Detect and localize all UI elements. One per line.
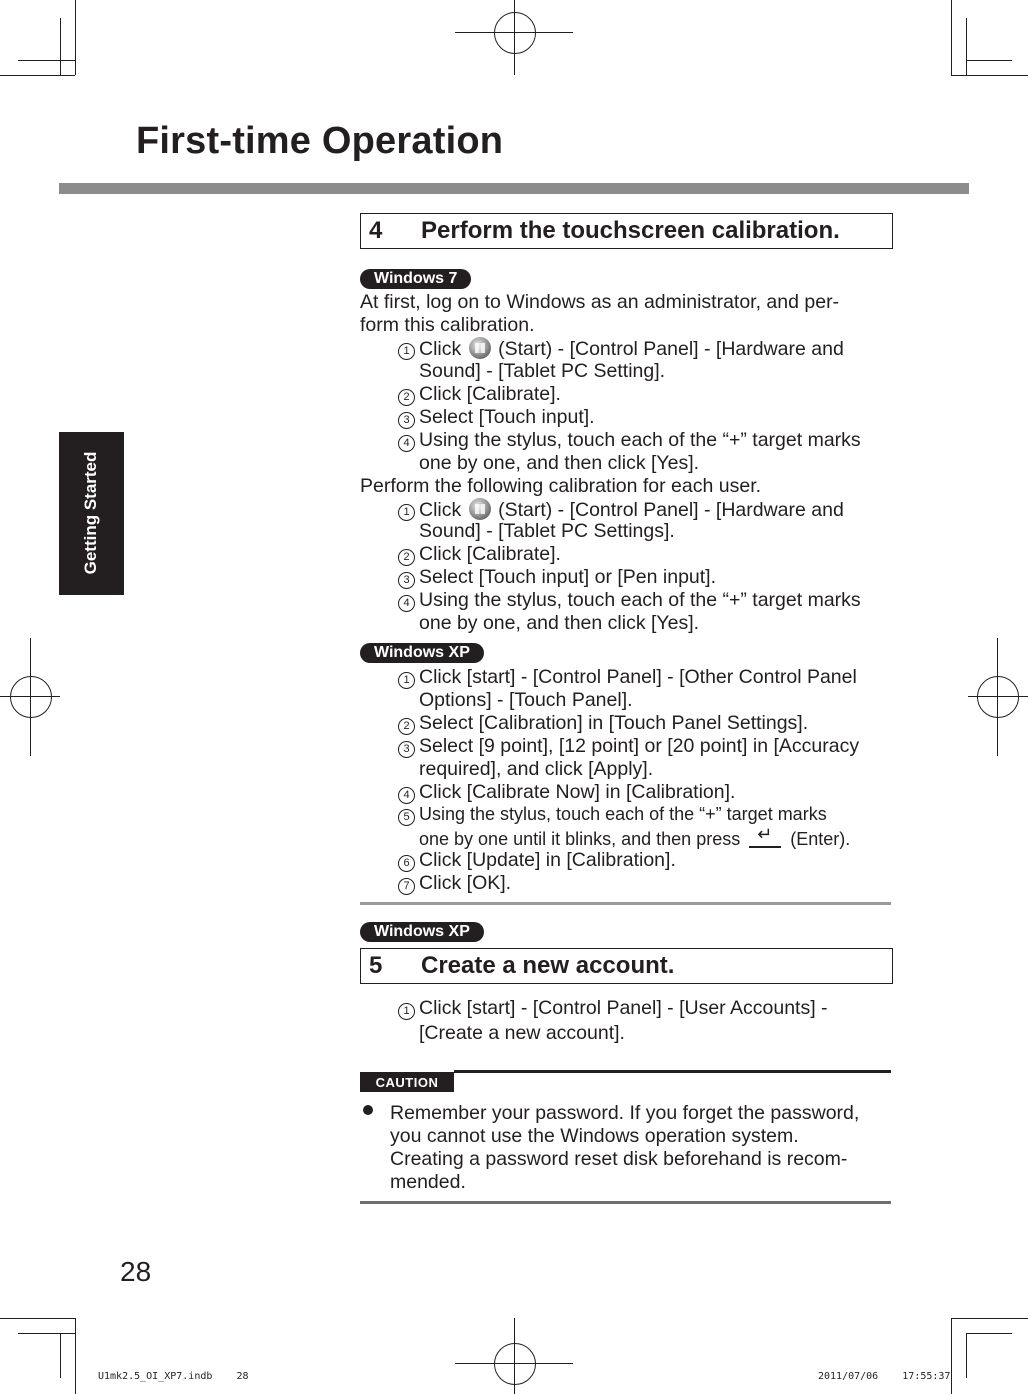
list-item-cont: one by one, and then click [Yes]. (419, 452, 700, 474)
crop-mark (75, 0, 76, 75)
step-5-heading (360, 948, 893, 984)
list-item: Click (Start) - [Control Panel] - [Hardware and (419, 338, 844, 360)
caution-line: Remember your password. If you forget the password, (390, 1102, 860, 1124)
section-divider (360, 902, 891, 905)
caution-line: Creating a password reset disk beforehand is recom- (390, 1148, 848, 1170)
intro-line: At first, log on to Windows as an administrator, and per- (360, 291, 840, 313)
page-title: First-time Operation (136, 120, 504, 162)
step-marker: 1 (398, 498, 415, 521)
registration-mark-line (514, 0, 515, 75)
page-number: 28 (120, 1256, 152, 1287)
windows-start-icon (469, 498, 491, 520)
list-item: Select [Touch input] or [Pen input]. (419, 566, 717, 588)
registration-mark (10, 676, 52, 718)
title-rule (59, 183, 969, 194)
windows-7-badge: Windows 7 (360, 269, 471, 289)
step-marker: 6 (398, 849, 415, 872)
step-marker: 1 (398, 337, 415, 360)
caution-line: you cannot use the Windows operation system. (390, 1125, 799, 1147)
step-marker: 4 (398, 589, 415, 612)
step-marker: 3 (398, 566, 415, 589)
step-title: Perform the touchscreen calibration. (421, 217, 840, 244)
crop-mark (0, 1318, 75, 1319)
crop-mark (951, 1318, 1028, 1319)
crop-mark (966, 1333, 967, 1378)
crop-mark (966, 18, 967, 75)
step-marker: 5 (398, 803, 415, 826)
crop-mark (18, 60, 75, 61)
list-item: Click [Calibrate]. (419, 383, 561, 405)
step-marker: 2 (398, 383, 415, 406)
list-item-cont: Sound] - [Tablet PC Setting]. (419, 360, 666, 382)
crop-mark (60, 18, 61, 75)
caution-line: mended. (390, 1171, 466, 1193)
list-item-cont: Options] - [Touch Panel]. (419, 689, 633, 711)
windows-xp-badge: Windows XP (360, 643, 484, 663)
step-marker: 1 (398, 997, 415, 1020)
each-user-note: Perform the following calibration for each user. (360, 475, 762, 497)
step-marker: 2 (398, 543, 415, 566)
registration-mark (977, 676, 1019, 718)
list-item-cont: Sound] - [Tablet PC Settings]. (419, 520, 675, 542)
registration-mark-line (30, 638, 31, 756)
crop-mark (75, 1318, 76, 1394)
step-number: 5 (369, 952, 383, 979)
step-marker: 4 (398, 429, 415, 452)
crop-mark (0, 75, 75, 76)
registration-mark-line (997, 638, 998, 756)
list-item: Select [9 point], [12 point] or [20 point] in [Accuracy (419, 735, 860, 757)
windows-start-icon (469, 337, 491, 359)
bullet-icon (363, 1105, 373, 1115)
crop-mark (951, 0, 952, 75)
step-title: Create a new account. (421, 952, 675, 979)
registration-mark (494, 12, 536, 54)
step-marker: 3 (398, 735, 415, 758)
list-item-cont: required], and click [Apply]. (419, 758, 654, 780)
step-marker: 3 (398, 406, 415, 429)
crop-mark (951, 1318, 952, 1394)
list-item-cont: one by one until it blinks, and then press ↵ (Enter). (419, 826, 850, 851)
step-4-heading (360, 213, 893, 249)
step-marker: 2 (398, 712, 415, 735)
section-tab-label: Getting Started (81, 451, 100, 575)
step-number: 4 (369, 217, 383, 244)
registration-mark-line (968, 696, 1028, 697)
list-item-cont: one by one, and then click [Yes]. (419, 612, 700, 634)
list-item: Click [OK]. (419, 872, 512, 894)
step-marker: 1 (398, 666, 415, 689)
list-item: Click [start] - [Control Panel] - [Other Control Panel (419, 666, 857, 688)
list-item-cont: [Create a new account]. (419, 1022, 625, 1044)
print-slug-right: 2011/07/06 17:55:37 (818, 1371, 951, 1382)
list-item: Using the stylus, touch each of the “+” target marks (419, 429, 861, 451)
list-item: Click (Start) - [Control Panel] - [Hardware and (419, 499, 844, 521)
crop-mark (18, 1333, 75, 1334)
crop-mark (966, 60, 1012, 61)
crop-mark (60, 1333, 61, 1378)
caution-bottom-rule (360, 1201, 891, 1204)
crop-mark (966, 1333, 1012, 1334)
list-item: Select [Touch input]. (419, 406, 595, 428)
crop-mark (951, 75, 1028, 76)
list-item: Click [start] - [Control Panel] - [User Accounts] - (419, 997, 828, 1019)
list-item: Using the stylus, touch each of the “+” target marks (419, 804, 827, 824)
list-item: Click [Calibrate Now] in [Calibration]. (419, 781, 736, 803)
caution-rule (454, 1070, 891, 1073)
enter-key-icon (749, 826, 781, 848)
step-marker: 7 (398, 872, 415, 895)
list-item: Select [Calibration] in [Touch Panel Settings]. (419, 712, 809, 734)
intro-line: form this calibration. (360, 314, 535, 336)
list-item: Using the stylus, touch each of the “+” target marks (419, 589, 861, 611)
registration-mark-line (514, 1318, 515, 1394)
step-marker: 4 (398, 781, 415, 804)
print-slug-left: U1mk2.5_OI_XP7.indb 28 (98, 1371, 249, 1382)
registration-mark (494, 1343, 536, 1385)
caution-label: CAUTION (360, 1072, 454, 1092)
list-item: Click [Calibrate]. (419, 543, 561, 565)
windows-xp-badge: Windows XP (360, 922, 484, 942)
list-item: Click [Update] in [Calibration]. (419, 849, 676, 871)
